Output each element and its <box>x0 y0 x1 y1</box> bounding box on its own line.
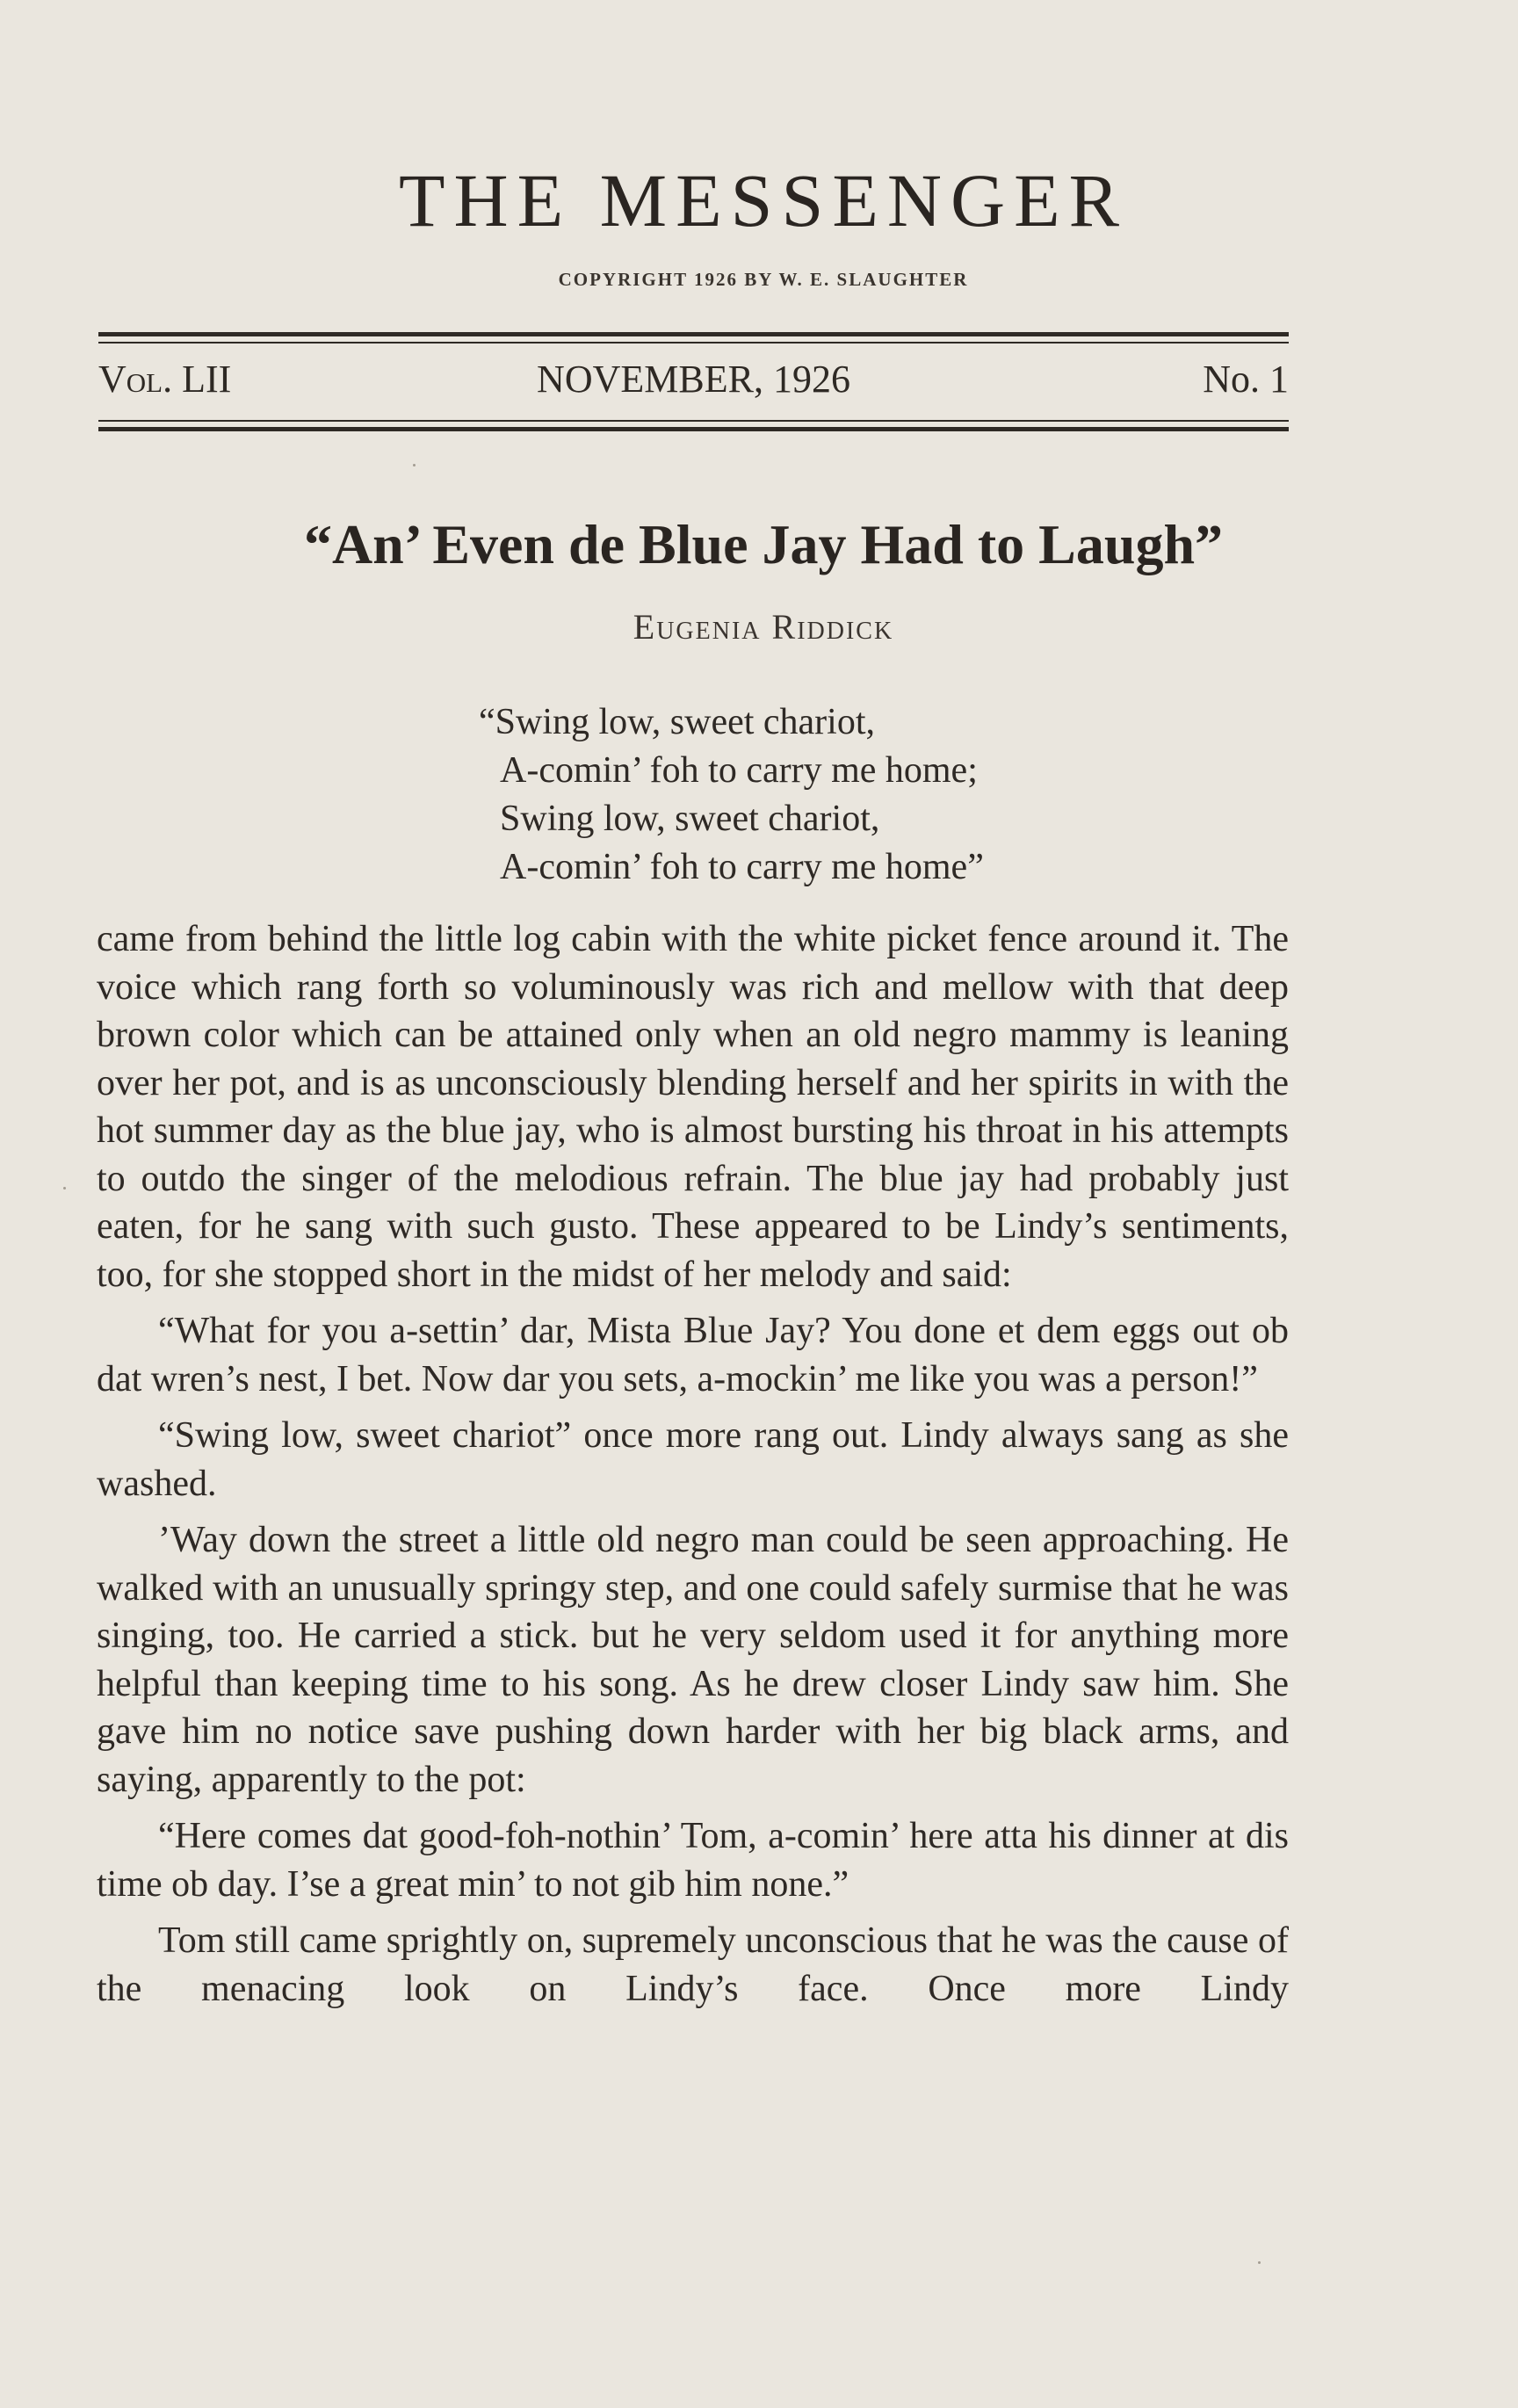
body-paragraph: Tom still came sprightly on, supremely unconscious that he was the cause of the menacing look on Lindy’s face. Once more Lindy <box>97 1920 1289 2009</box>
article-author: Eugenia Riddick <box>632 607 894 647</box>
volume-label: Vol. LII <box>98 358 232 401</box>
bottom-rule-thick <box>98 427 1289 431</box>
body-paragraph: “What for you a-settin’ dar, Mista Blue Jay? You done et dem eggs out ob dat wren’s nest, I bet. Now dar you sets, a-mockin’ me like you was a person!” <box>97 1311 1289 1399</box>
issue-info-line <box>98 353 1289 406</box>
verse-line: Swing low, sweet chariot, <box>500 799 880 839</box>
bottom-rule-thin <box>98 420 1289 422</box>
body-paragraph: “Here comes dat good-foh-nothin’ Tom, a-comin’ here atta his dinner at dis time ob day. I’se a great min’ to not gib him none.” <box>97 1816 1289 1905</box>
issue-number: No. 1 <box>1203 358 1289 401</box>
verse-line: “Swing low, sweet chariot, <box>479 702 876 742</box>
verse-line: A-comin’ foh to carry me home” <box>500 847 984 887</box>
top-rule-thin <box>98 342 1289 343</box>
body-paragraph: came from behind the little log cabin with the white picket fence around it. The voice which rang forth so voluminously was rich and mellow with that deep brown color which can be attained only when an old negro mammy is leaning over her pot, and is as unconsciously blending herself and her spirits in with the hot summer day as the blue jay, who is almost bursting his throat in his attempts to outdo the singer of the melodious refrain. The blue jay had probably just eaten, for he sang with such gusto. These appeared to be Lindy’s sentiments, too, for she stopped short in the midst of her melody and said: <box>97 919 1289 1295</box>
article-title: “An’ Even de Blue Jay Had to Laugh” <box>303 513 1224 575</box>
verse-line: A-comin’ foh to carry me home; <box>500 750 978 791</box>
paper-speck <box>1258 2261 1261 2264</box>
paper-speck <box>63 1187 66 1190</box>
body-paragraph: ’Way down the street a little old negro man could be seen approaching. He walked with an unusually springy step, and one could safely surmise that he was singing, too. He carried a stick. but he very seldom used it for anything more helpful than keeping time to his song. As he drew closer Lindy saw him. She gave him no notice save pushing down harder with her big black arms, and saying, apparently to the pot: <box>97 1520 1289 1800</box>
verse-epigraph <box>479 698 984 892</box>
article-body <box>97 915 1289 2021</box>
top-rule-thick <box>98 332 1289 336</box>
copyright-notice: COPYRIGHT 1926 BY W. E. SLAUGHTER <box>558 269 969 290</box>
body-paragraph: “Swing low, sweet chariot” once more rang out. Lindy always sang as she washed. <box>97 1415 1289 1504</box>
paper-speck <box>413 464 416 466</box>
issue-date: NOVEMBER, 1926 <box>537 358 850 401</box>
masthead-title: THE MESSENGER <box>399 158 1128 242</box>
